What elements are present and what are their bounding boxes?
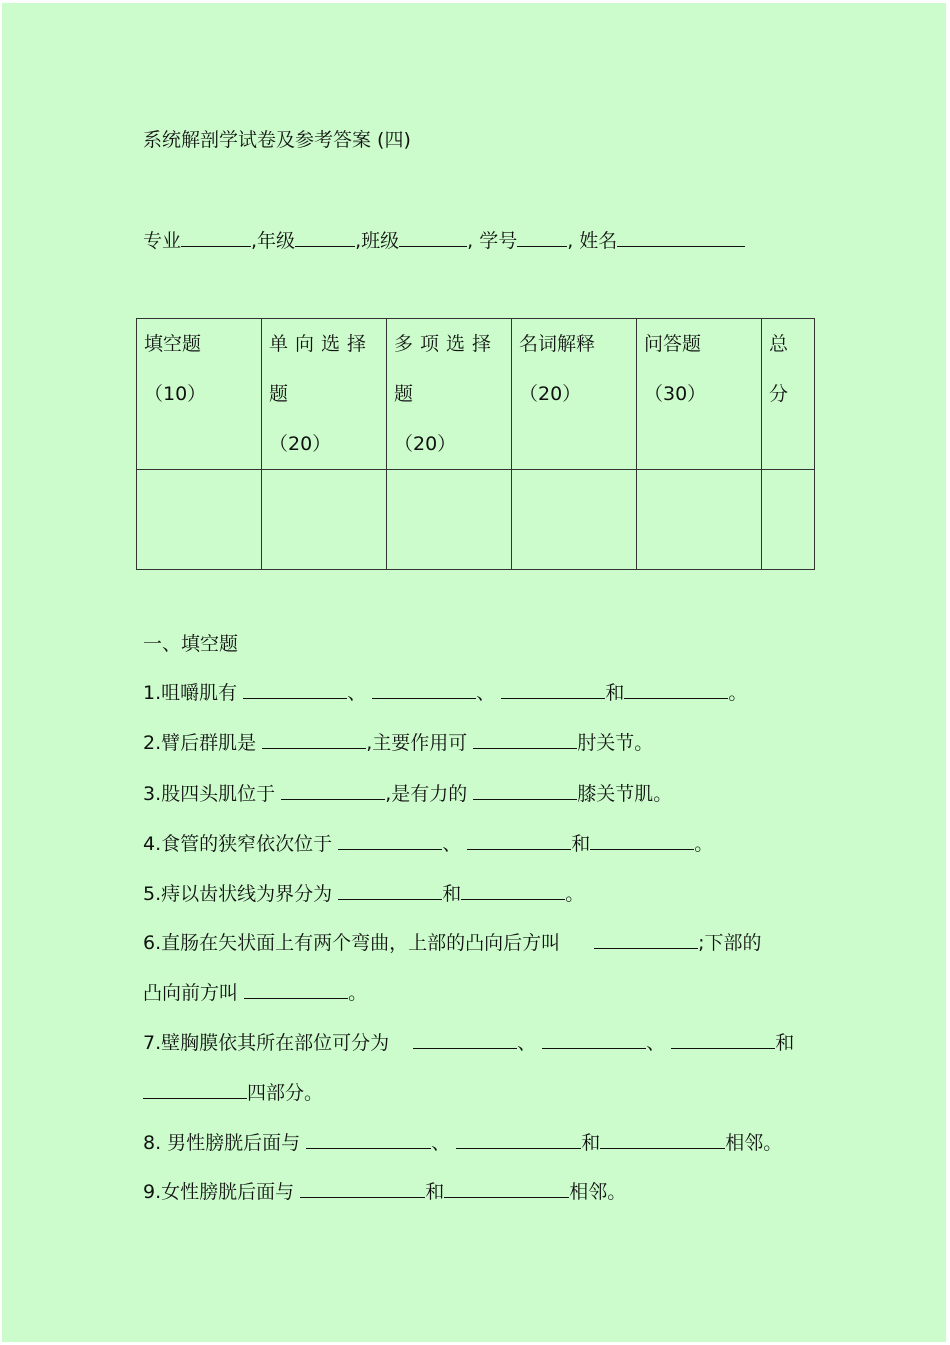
header-line: （20） xyxy=(269,433,332,455)
question-4 xyxy=(143,832,713,856)
question-8 xyxy=(143,1131,782,1155)
question-text: 。 xyxy=(565,883,585,905)
name-label: , 姓名 xyxy=(567,230,618,252)
question-6-line-1 xyxy=(143,931,762,955)
score-cell[interactable] xyxy=(387,470,512,570)
header-line: （10） xyxy=(144,383,207,405)
question-text: 和 xyxy=(775,1032,795,1054)
question-text: 相邻。 xyxy=(725,1132,783,1154)
answer-blank[interactable] xyxy=(600,1131,725,1149)
answer-blank[interactable] xyxy=(413,1031,517,1049)
page-title: 系统解剖学试卷及参考答案 (四) xyxy=(143,129,411,151)
question-text: 4.食管的狭窄依次位于 xyxy=(143,833,333,855)
answer-blank[interactable] xyxy=(473,782,577,800)
question-text: 。 xyxy=(728,682,748,704)
score-table-header-row xyxy=(137,319,815,470)
header-term-definition xyxy=(512,319,637,470)
header-line: 多项选择 xyxy=(394,333,499,355)
answer-blank[interactable] xyxy=(624,681,728,699)
section-heading: 一、填空题 xyxy=(143,633,239,655)
question-text: 肘关节。 xyxy=(577,732,654,754)
question-text: 和 xyxy=(442,883,462,905)
score-table xyxy=(136,318,815,570)
header-line: 名词解释 xyxy=(519,333,596,355)
question-text: 7.壁胸膜依其所在部位可分为 xyxy=(143,1032,390,1054)
question-text: 和 xyxy=(581,1132,601,1154)
answer-blank[interactable] xyxy=(262,731,366,749)
question-text: 2.臂后群肌是 xyxy=(143,732,257,754)
header-line: 单向选择 xyxy=(269,333,374,355)
grade-blank[interactable] xyxy=(295,229,355,247)
score-table-score-row xyxy=(137,470,815,570)
question-text: 、 xyxy=(347,682,367,704)
question-text: ,是有力的 xyxy=(385,783,468,805)
header-line: 题 xyxy=(394,383,414,405)
answer-blank[interactable] xyxy=(243,681,347,699)
answer-blank[interactable] xyxy=(590,832,694,850)
question-7-line-1 xyxy=(143,1031,794,1055)
question-text: 6.直肠在矢状面上有两个弯曲，上部的凸向后方叫 xyxy=(143,932,561,954)
question-text: 、 xyxy=(646,1032,666,1054)
question-text: 四部分。 xyxy=(247,1082,324,1104)
question-text: 。 xyxy=(348,982,368,1004)
header-line: 分 xyxy=(769,383,789,405)
question-text: ,主要作用可 xyxy=(366,732,468,754)
answer-blank[interactable] xyxy=(467,832,571,850)
question-9 xyxy=(143,1180,626,1204)
answer-blank[interactable] xyxy=(456,1131,581,1149)
answer-blank[interactable] xyxy=(671,1031,775,1049)
header-line: （20） xyxy=(394,433,457,455)
answer-blank[interactable] xyxy=(461,882,565,900)
answer-blank[interactable] xyxy=(501,681,605,699)
question-text: 相邻。 xyxy=(569,1181,627,1203)
header-line: 总 xyxy=(769,333,789,355)
question-5 xyxy=(143,882,584,906)
header-fill-blank xyxy=(137,319,262,470)
answer-blank[interactable] xyxy=(594,931,698,949)
header-line: 问答题 xyxy=(644,333,702,355)
major-blank[interactable] xyxy=(181,229,251,247)
question-text: 、 xyxy=(476,682,496,704)
question-text: 凸向前方叫 xyxy=(143,982,239,1004)
question-text: 3.股四头肌位于 xyxy=(143,783,276,805)
header-short-answer xyxy=(637,319,762,470)
question-text: 和 xyxy=(605,682,625,704)
header-multi-choice xyxy=(387,319,512,470)
student-id-label: , 学号 xyxy=(467,230,518,252)
answer-blank[interactable] xyxy=(372,681,476,699)
question-text: 、 xyxy=(442,833,462,855)
header-line: （30） xyxy=(644,383,707,405)
question-7-line-2 xyxy=(143,1081,323,1105)
header-single-choice xyxy=(262,319,387,470)
answer-blank[interactable] xyxy=(281,782,385,800)
question-text: 5.痔以齿状线为界分为 xyxy=(143,883,333,905)
answer-blank[interactable] xyxy=(143,1081,247,1099)
score-cell[interactable] xyxy=(762,470,815,570)
score-cell[interactable] xyxy=(512,470,637,570)
question-6-line-2 xyxy=(143,981,367,1005)
question-2 xyxy=(143,731,653,755)
student-id-blank[interactable] xyxy=(517,229,567,247)
answer-blank[interactable] xyxy=(338,832,442,850)
major-label: 专业 xyxy=(143,230,182,252)
question-text: 、 xyxy=(517,1032,537,1054)
header-line: 填空题 xyxy=(144,333,202,355)
class-blank[interactable] xyxy=(399,229,467,247)
answer-blank[interactable] xyxy=(306,1131,431,1149)
answer-blank[interactable] xyxy=(244,981,348,999)
answer-blank[interactable] xyxy=(473,731,577,749)
score-cell[interactable] xyxy=(262,470,387,570)
question-text: 1.咀嚼肌有 xyxy=(143,682,238,704)
score-cell[interactable] xyxy=(137,470,262,570)
name-blank[interactable] xyxy=(617,229,745,247)
question-text: 8. 男性膀胱后面与 xyxy=(143,1132,301,1154)
question-text: 。 xyxy=(694,833,714,855)
header-line: （20） xyxy=(519,383,582,405)
header-line: 题 xyxy=(269,383,289,405)
header-total xyxy=(762,319,815,470)
question-text: 和 xyxy=(571,833,591,855)
question-3 xyxy=(143,782,672,806)
answer-blank[interactable] xyxy=(300,1180,425,1198)
grade-label: ,年级 xyxy=(251,230,296,252)
score-cell[interactable] xyxy=(637,470,762,570)
question-text: 和 xyxy=(425,1181,445,1203)
question-text: 9.女性膀胱后面与 xyxy=(143,1181,295,1203)
student-info-line xyxy=(143,229,745,253)
question-text: 膝关节肌。 xyxy=(577,783,673,805)
answer-blank[interactable] xyxy=(444,1180,569,1198)
class-label: ,班级 xyxy=(355,230,400,252)
answer-blank[interactable] xyxy=(542,1031,646,1049)
answer-blank[interactable] xyxy=(338,882,442,900)
question-1 xyxy=(143,681,747,705)
question-text: ;下部的 xyxy=(698,932,762,954)
question-text: 、 xyxy=(431,1132,451,1154)
